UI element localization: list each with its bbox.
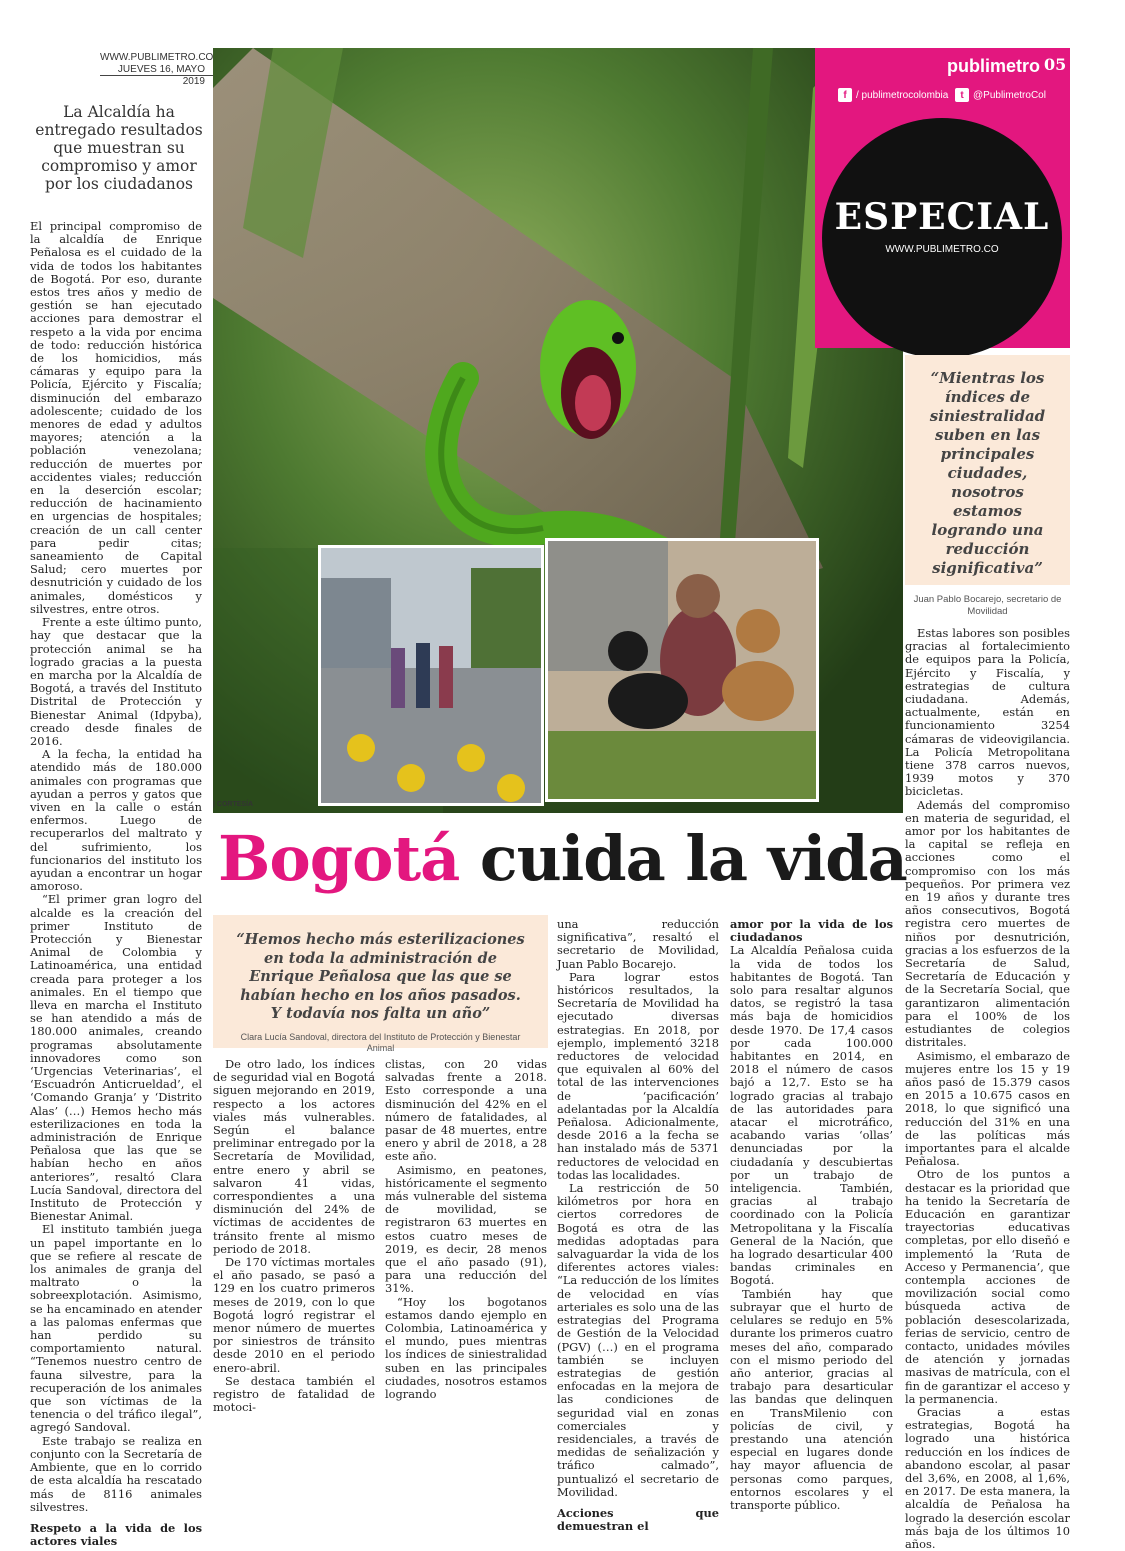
paragraph: Estas labores son posibles gracias al fortalecimiento de equipos para la Policía, Ejército y Fiscalía, y estrategias de cultura ciudadana. Además, actualmente, están en funcionamiento 3254 cámaras de videovigilancia. La Policía Metropolitana tiene 378 carros nuevos, 1939 motos y 370 bicicletas. xyxy=(905,626,1070,799)
paragraph: A la fecha, la entidad ha atendido más de 180.000 animales con programas que ayudan a perros y gatos que viven en la calle o están enfermos. Luego de recuperarlos del maltrato y del sufrimiento, los funcionarios del instituto los ayudan a encontrar un hogar amoroso. xyxy=(30,747,202,894)
paragraph: “El primer gran logro del alcalde es la creación del primer Instituto de Protección y Bienestar Animal de Colombia y Latinoamérica, una entidad creada para proteger a los animales. En el tiempo que lleva en marcha el Instituto se han atendido a más de 180.000 animales, creando programas absolutamente innovadores como son ‘Urgencias Veterinarias’, el ‘Escuadrón Anticrueldad’, el ‘Comando Granja’ y ‘Distrito Alas’ (…) Hemos hecho más esterilizaciones en toda la administración de Enrique Peñalosa que las que se habían hecho en años anteriores”, resaltó Clara Lucía Sandoval, directora del Instituto de Protección y Bienestar Animal. xyxy=(30,892,202,1224)
article-column-5 xyxy=(730,918,893,1512)
twitter-icon: t xyxy=(955,88,969,102)
paragraph: Asimismo, en peatones, históricamente el segmento más vulnerable del sistema de movilidad, se registraron 63 muertes en estos cuatro meses de 2019, es decir, 28 menos que el año pasado (91), para una reducción del 31%. xyxy=(385,1162,547,1296)
pull-quote-sandoval xyxy=(213,915,548,1053)
article-column-3 xyxy=(385,1058,547,1401)
article-column-1 xyxy=(30,220,202,1548)
quote-text: “Hemos hecho más esterilizaciones en toda la administración de Enrique Peñalosa que las que se habían hecho en los años pasados. Y todavía nos falta un año” xyxy=(236,931,525,1022)
facebook-text: / publimetrocolombia xyxy=(856,89,949,101)
article-column-4 xyxy=(557,918,719,1533)
intro-deck: La Alcaldía ha entregado resultados que muestran su compromiso y amor por los ciudadanos xyxy=(35,103,203,193)
subheading: Respeto a la vida de los actores viales xyxy=(30,1520,202,1549)
paragraph: El principal compromiso de la alcaldía de Enrique Peñalosa es el cuidado de la vida de todos los habitantes de Bogotá. Por eso, durante estos tres años y medio de gestión se han ejecutado acciones para demostrar el respeto a la vida por encima de todo: reducción histórica de los homicidios, más cámaras y equipo para la Policía, Ejército y Fiscalía; disminución del embarazo adolescente; cuidado de los menores de edad y adultos mayores; atención a la población venezolana; reducción de muertes por accidentes viales; reducción en la deserción escolar; reducción de hacinamiento en urgencias de hospitales; creación de un call center para pedir citas; saneamiento de Capital Salud; cero muertes por desnutrición y cuidado de los animales, domésticos y silvestres, entre otros. xyxy=(30,219,202,616)
twitter-handle[interactable] xyxy=(955,88,1046,102)
paragraph: Frente a este último punto, hay que destacar que la protección animal se ha logrado gracias a la puesta en marcha por la Alcaldía de Bogotá, a través del Instituto Distrital de Protección y Bienestar Animal (Idpyba), creado desde finales de 2016. xyxy=(30,615,202,748)
paragraph: clistas, con 20 vidas salvadas frente a 2018. Esto corresponde a una disminución del 42% en el número de fatalidades, al pasar de 48 muertes, entre enero y abril de 2018, a 28 este año. xyxy=(385,1057,547,1164)
header-meta xyxy=(100,52,214,88)
article-column-6 xyxy=(905,627,1070,1551)
paragraph: Otro de los puntos a destacar es la prioridad que ha tenido la Secretaría de Educación en garantizar trayectorias educativas completas, por ello diseñó e implementó la ‘Ruta de Acceso y Permanencia’, que contempla acciones de movilización social como búsqueda activa de población desescolarizada, ferias de servicio, centro de contacto, unidades móviles de atención y jornadas masivas de matrícula, con el fin de garantizar el acceso y la permanencia. xyxy=(905,1167,1070,1406)
inset-photo-street xyxy=(318,545,544,806)
paragraph: La restricción de 50 kilómetros por hora en ciertos corredores de Bogotá es otra de las medidas adoptadas para salvaguardar la vida de los diferentes actores viales: “La reducción de los límites de velocidad en vías arteriales es solo una de las estrategias del Programa de Gestión de la Velocidad (PGV) (…) en el programa también se incluyen estrategias de gestión enfocadas en la mejora de las condiciones de seguridad vial en zonas comerciales y residenciales, a través de medidas de señalización y tráfico calmado”, puntualizó el secretario de Movilidad. xyxy=(557,1181,719,1499)
especial-badge xyxy=(822,118,1062,358)
paragraph: “Hoy los bogotanos estamos dando ejemplo en Colombia, Latinoamérica y el mundo, pues mientras los índices de siniestralidad suben en las principales ciudades, nosotros estamos logrando xyxy=(385,1294,547,1402)
photo-credit: | CORTESÍA xyxy=(213,801,254,808)
paragraph: El instituto también juega un papel importante en lo que se refiere al rescate de los animales de granja del maltrato o la sobreexplotación. Asimismo, se ha encaminado en atender a las palomas enfermas que han perdido su comportamiento natural. “Tenemos nuestro centro de fauna silvestre, para la recuperación de los animales que son víctimas de la tenencia o del tráfico ilegal”, agregó Sandoval. xyxy=(30,1222,202,1435)
facebook-handle[interactable] xyxy=(838,88,948,102)
paragraph: Además del compromiso en materia de seguridad, el amor por los habitantes de la capital se refleja en acciones como el compromiso con los más pequeños. Por primera vez en 19 años y durante tres años consecutivos, Bogotá registra cero muertes de niños por desnutrición, gracias a los esfuerzos de la Secretaría de Salud, Secretaría de Educación y de la Secretaría Social, que garantizaron alimentación para el 100% de los estudiantes de colegios distritales. xyxy=(905,797,1070,1050)
paragraph: una reducción significativa”, resaltó el secretario de Movilidad, Juan Pablo Bocarejo. xyxy=(557,917,719,971)
headline-bogota: Bogotá xyxy=(218,822,460,895)
paragraph: También hay que subrayar que el hurto de celulares se redujo en 5% durante los primeros cuatro meses del año, comparado con el mismo periodo del año anterior, gracias al trabajo para desarticular las bandas que delinquen en TransMilenio con policías de civil, y prestando una atención especial en lugares donde hay mayor afluencia de personas como parques, entornos escolares y el transporte público. xyxy=(730,1286,893,1512)
pull-quote-bocarejo xyxy=(905,355,1070,617)
header-url: WWW.PUBLIMETRO.CO xyxy=(100,52,214,63)
subheading: Acciones que demuestran el xyxy=(557,1505,719,1534)
inset-photo-dogs xyxy=(545,538,819,802)
badge-url: WWW.PUBLIMETRO.CO xyxy=(885,244,999,255)
quote-author: Clara Lucía Sandoval, directora del Instituto de Protección y Bienestar Animal xyxy=(240,1031,521,1053)
facebook-icon: f xyxy=(838,88,852,102)
headline xyxy=(218,823,907,895)
paragraph: Este trabajo se realiza en conjunto con la Secretaría de Ambiente, que en lo corrido de esta alcaldía ha rescatado más de 8116 animales silvestres. xyxy=(30,1433,202,1514)
paragraph: Para lograr estos históricos resultados, la Secretaría de Movilidad ha ejecutado diversas estrategias. En 2018, por ejemplo, implementó 3218 reductores de velocidad que equivalen al 60% del total de las intervenciones de ‘pacificación’ adelantadas por la Alcaldía Peñalosa. Adicionalmente, desde 2016 a la fecha se han instalado más de 5371 reductores de velocidad en todas las localidades. xyxy=(557,969,719,1182)
article-column-2 xyxy=(213,1058,375,1414)
quote-author: Juan Pablo Bocarejo, secretario de Movilidad xyxy=(913,594,1062,617)
subheading: amor por la vida de los ciudadanos xyxy=(730,917,893,945)
quote-text: “Mientras los índices de siniestralidad suben en las principales ciudades, nosotros estamos logrando una reducción significativa” xyxy=(929,369,1046,577)
paragraph: La Alcaldía Peñalosa cuida la vida de todos los habitantes de Bogotá. Tan solo para resaltar algunos datos, se registró la tasa más baja de homicidios desde 1970. De 17,4 casos por cada 100.000 habitantes en 2014, en 2018 el número de casos bajó a 12,7. Esto se ha logrado gracias al trabajo de las autoridades para atacar el microtráfico, acabando varias ‘ollas’ denunciadas por la ciudadanía y descubiertas por un trabajo de inteligencia. También, gracias al trabajo coordinado con la Policía Metropolitana y la Fiscalía General de la Nación, que ha logrado desarticular 400 bandas criminales en Bogotá. xyxy=(730,943,893,1288)
header-date: JUEVES 16, MAYO 2019 xyxy=(117,64,205,87)
badge-title: ESPECIAL xyxy=(834,196,1050,238)
brand-logo: publimetro xyxy=(947,56,1040,76)
twitter-text: @PublimetroCol xyxy=(973,89,1046,101)
paragraph: Se destaca también el registro de fatalidad de motoci- xyxy=(213,1373,375,1415)
paragraph: De otro lado, los índices de seguridad vial en Bogotá siguen mejorando en 2019, respecto a los actores viales más vulnerables. Según el balance preliminar entregado por la Secretaría de Movilidad, entre enero y abril se salvaron 41 vidas, correspondientes a una disminución del 24% de víctimas de accidentes de tránsito frente al mismo periodo de 2018. xyxy=(213,1057,375,1256)
headline-rest: cuida la vida xyxy=(479,822,907,895)
paragraph: De 170 víctimas mortales el año pasado, se pasó a 129 en los cuatro primeros meses de 2019, con lo que Bogotá logró registrar el menor número de muertes por siniestros de tránsito desde 2010 en el periodo enero-abril. xyxy=(213,1255,375,1375)
paragraph: Gracias a estas estrategias, Bogotá ha logrado una histórica reducción en los índices de abandono escolar, al pasar del 3,6%, en 2008, al 1,6%, en 2017. De esta manera, la alcaldía de Peñalosa ha logrado la deserción escolar más baja de los últimos 10 años. xyxy=(905,1404,1070,1551)
paragraph: Asimismo, el embarazo de mujeres entre los 15 y 19 años pasó de 15.379 casos en 2015 a 10.675 casos en 2018, lo que significó una reducción del 31% en una de las políticas más importantes para el alcalde Peñalosa. xyxy=(905,1048,1070,1169)
page-number: 05 xyxy=(1044,55,1067,74)
